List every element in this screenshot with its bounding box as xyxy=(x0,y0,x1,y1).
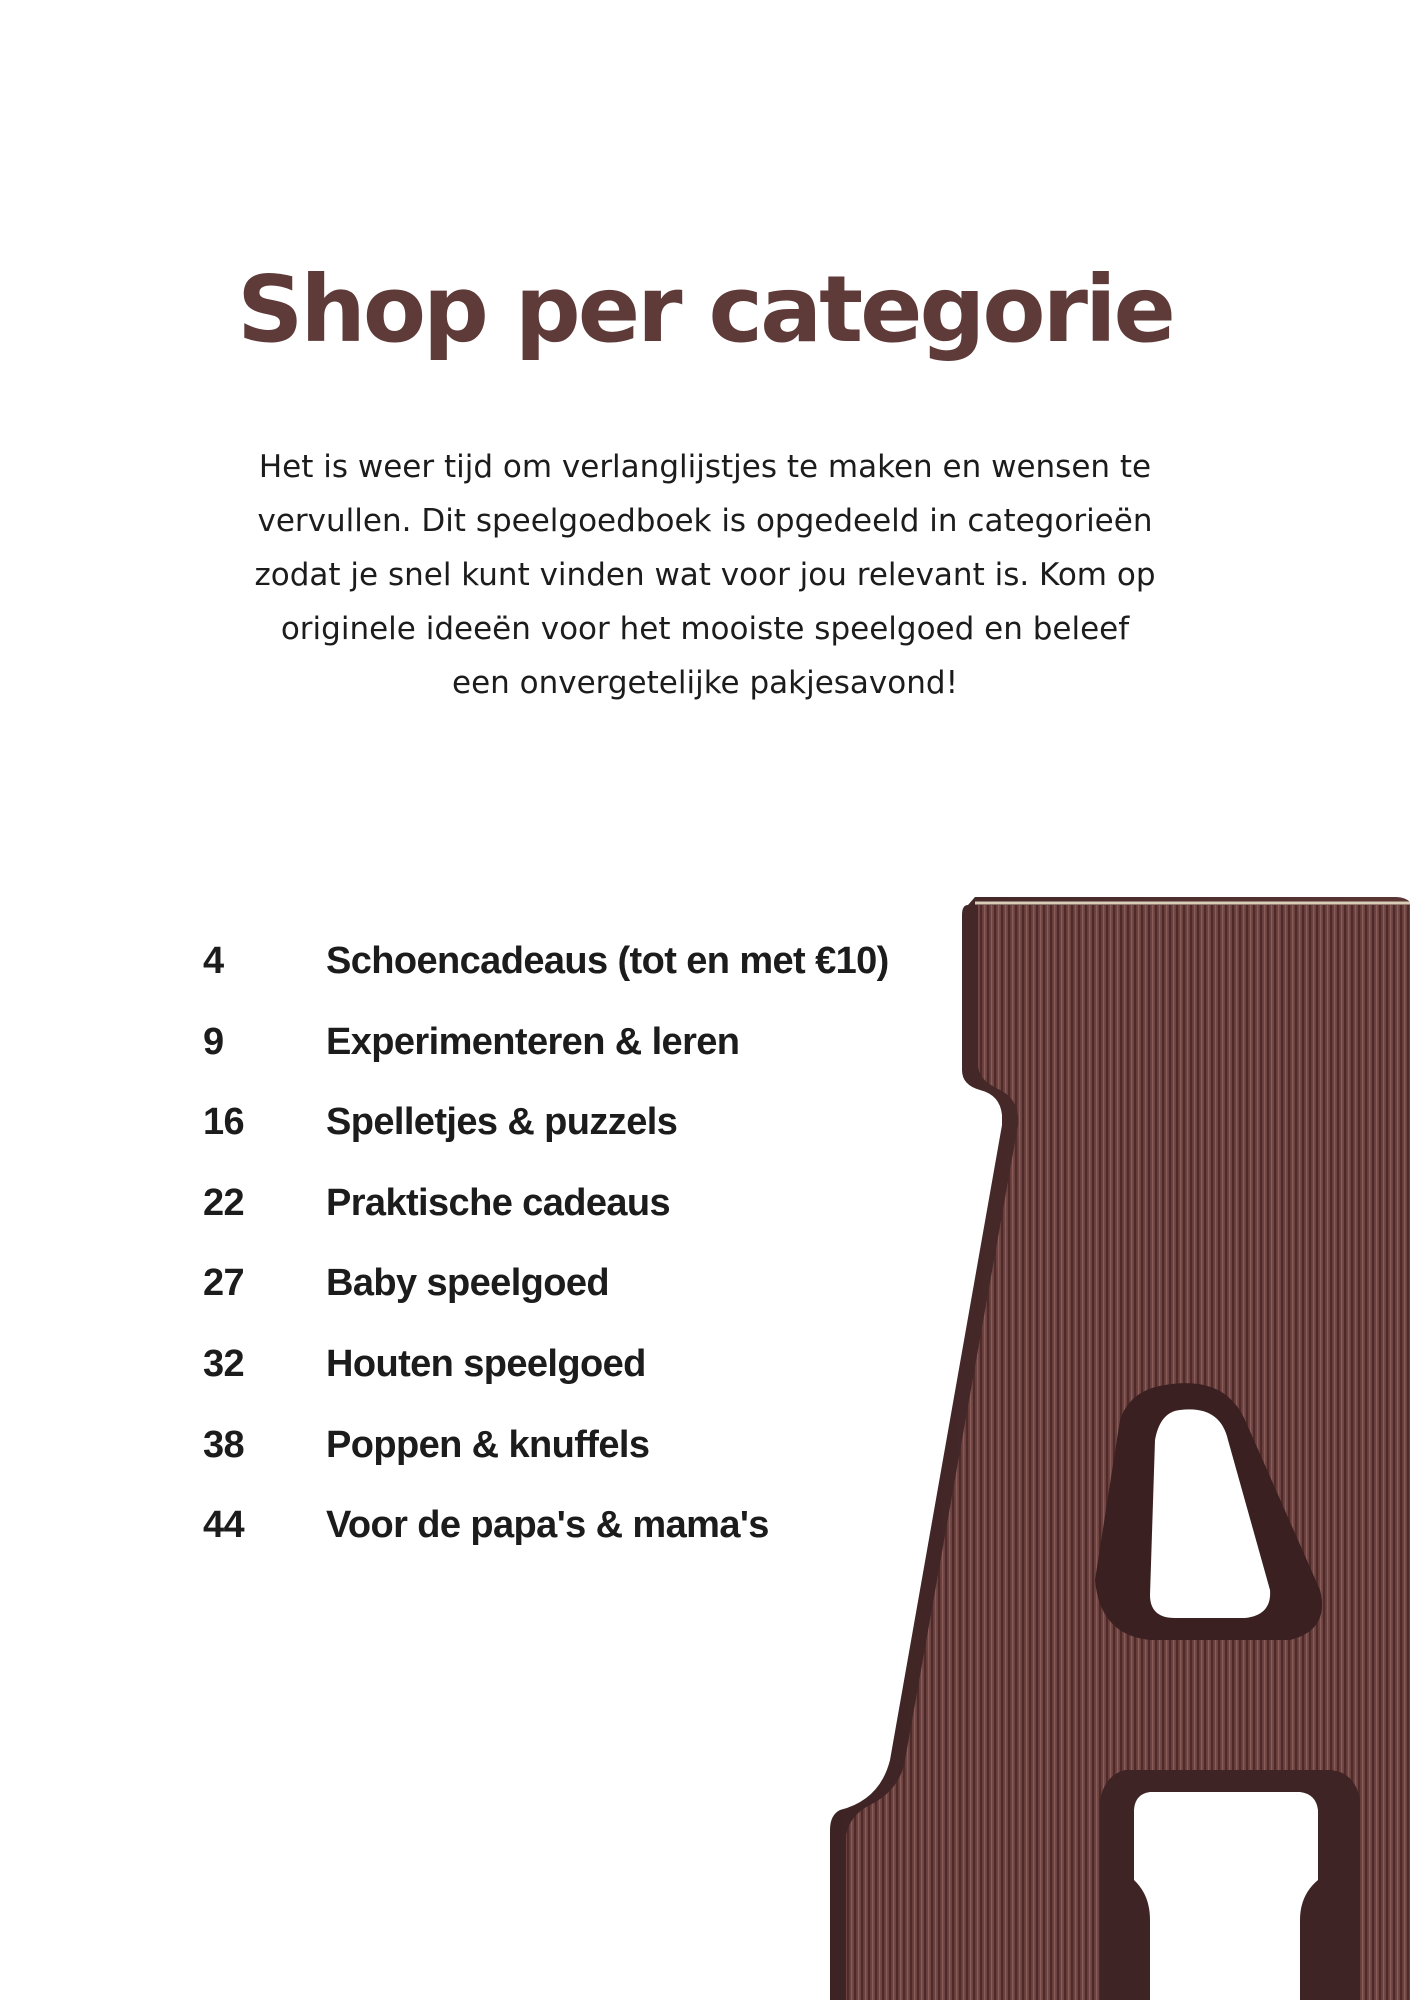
toc-category-label: Spelletjes & puzzels xyxy=(326,1101,678,1144)
toc-page-number: 44 xyxy=(203,1504,245,1547)
intro-line: zodat je snel kunt vinden wat voor jou relevant is. Kom op xyxy=(254,557,1156,593)
toc-page-number: 32 xyxy=(203,1342,245,1385)
intro-paragraph xyxy=(205,440,1205,710)
toc-page-number: 16 xyxy=(203,1101,245,1144)
toc-category-label: Praktische cadeaus xyxy=(326,1181,671,1224)
toc-category-label: Experimenteren & leren xyxy=(326,1020,740,1063)
page-title: Shop per categorie xyxy=(237,256,1173,363)
toc-page-number: 27 xyxy=(203,1262,245,1305)
intro-line: Het is weer tijd om verlanglijstjes te maken en wensen te xyxy=(258,449,1152,485)
toc-category-label: Voor de papa's & mama's xyxy=(326,1504,769,1547)
chocolate-letter-image xyxy=(820,895,1410,2000)
toc-page-number: 22 xyxy=(203,1181,245,1224)
toc-page-number: 4 xyxy=(203,940,224,982)
intro-line: originele ideeën voor het mooiste speelgoed en beleef xyxy=(280,611,1130,647)
toc-category-label: Baby speelgoed xyxy=(326,1262,610,1305)
toc-page-number: 9 xyxy=(203,1020,224,1063)
toc-category-label: Schoencadeaus (tot en met €10) xyxy=(326,940,889,982)
intro-line: een onvergetelijke pakjesavond! xyxy=(452,665,958,701)
toc-category-label: Houten speelgoed xyxy=(326,1342,646,1385)
toc-category-label: Poppen & knuffels xyxy=(326,1423,650,1466)
lower-hole xyxy=(1134,1792,1318,2000)
toc-page-number: 38 xyxy=(203,1423,245,1466)
intro-line: vervullen. Dit speelgoedboek is opgedeeld in categorieën xyxy=(257,503,1153,539)
